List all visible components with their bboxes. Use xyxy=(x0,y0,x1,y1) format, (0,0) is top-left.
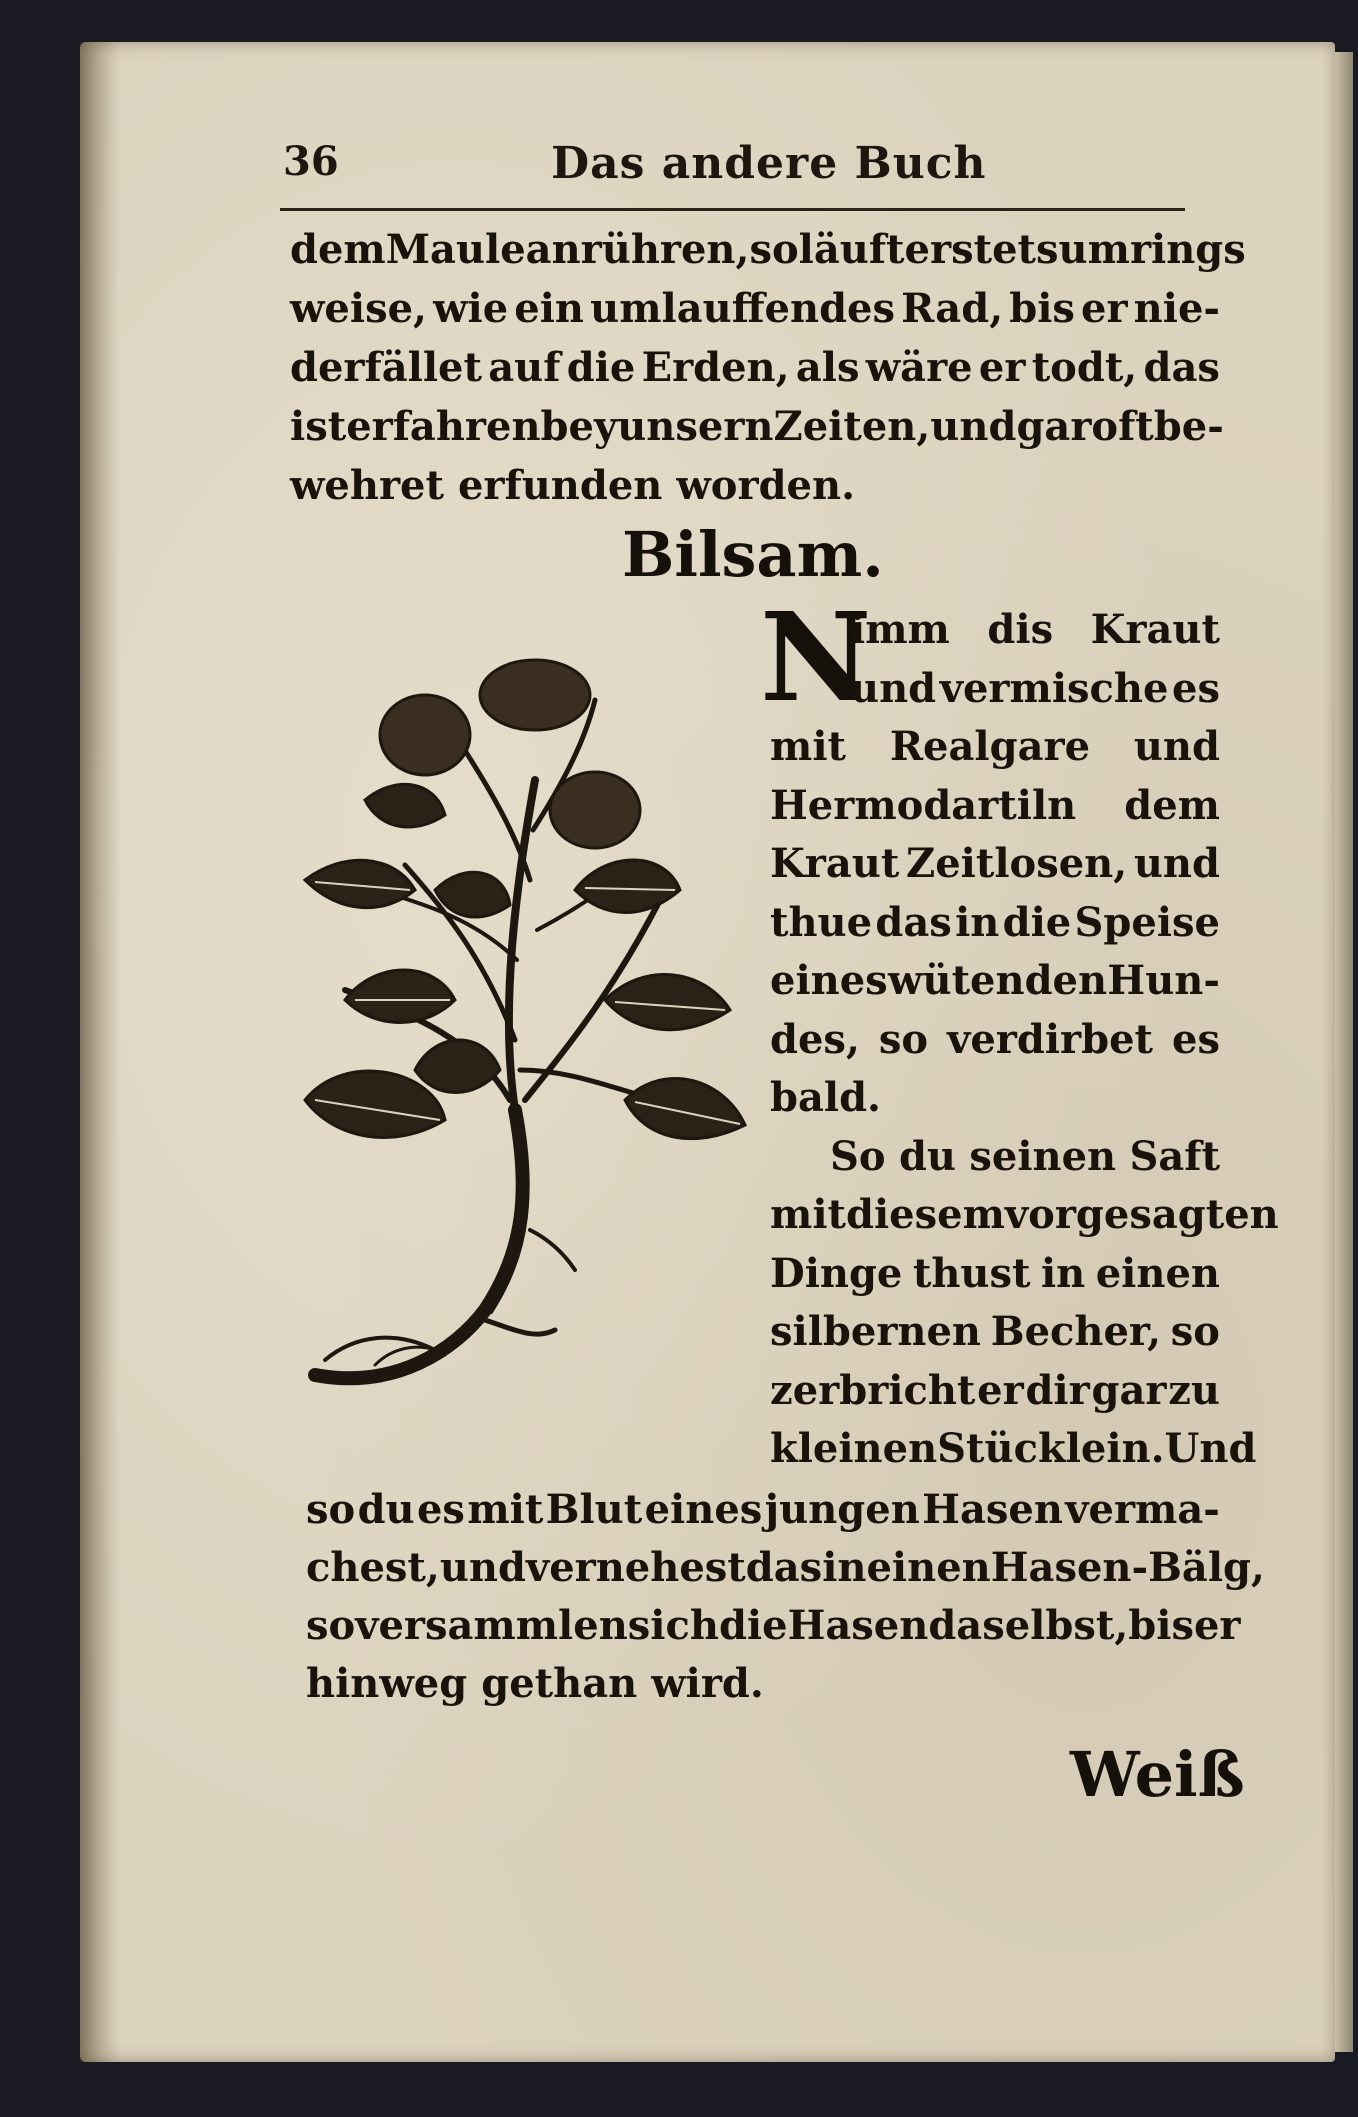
running-head: Das andere Buch xyxy=(551,138,987,189)
catchword: Weiß xyxy=(1070,1738,1245,1811)
text-line: silbernen Becher, so xyxy=(770,1308,1220,1355)
text-line: mit Realgare und xyxy=(770,723,1220,770)
text-line: zerbricht er dir gar zu xyxy=(770,1366,1220,1414)
text-line: so du es mit Blut eines jungen Hasen verma- xyxy=(306,1486,1220,1533)
page-header xyxy=(283,138,1188,208)
page-edge xyxy=(1335,52,1353,2052)
text-line: so versammlen sich die Hasen daselbst, bis er xyxy=(306,1602,1241,1649)
text-line: imm dis Kraut xyxy=(850,606,1220,653)
text-line: chest, und vernehest das in einen Hasen-Bälg, xyxy=(306,1544,1265,1591)
text-line: bald. xyxy=(770,1074,881,1121)
section-title: Bilsam. xyxy=(622,518,884,591)
text-line: Hermodartiln dem xyxy=(770,781,1220,829)
header-rule xyxy=(280,208,1185,211)
text-line: eines wütenden Hun- xyxy=(770,957,1220,1004)
text-line: hinweg gethan wird. xyxy=(306,1660,764,1707)
text-line: Kraut Zeitlosen, und xyxy=(770,840,1220,887)
text-line: Dinge thust in einen xyxy=(770,1249,1220,1297)
text-line: wehret erfunden worden. xyxy=(290,462,855,509)
text-line: dem Maule anrühren, so läuft er stets umrings xyxy=(290,226,1246,273)
text-line: und vermische es xyxy=(850,664,1220,712)
henbane-plant-woodcut-icon xyxy=(285,630,755,1430)
text-line: kleinen Stücklein. Und xyxy=(770,1425,1257,1472)
text-line: mit diesem vorgesagten xyxy=(770,1191,1279,1238)
text-line: des, so verdirbet es xyxy=(770,1015,1220,1063)
text-line: weise, wie ein umlauffendes Rad, bis er nie- xyxy=(290,285,1220,332)
drop-cap: N xyxy=(760,585,872,729)
text-line: thue das in die Speise xyxy=(770,898,1220,946)
text-line: derfället auf die Erden, als wäre er todt, das xyxy=(290,344,1220,391)
page-gutter-shadow xyxy=(80,42,120,2062)
page-number: 36 xyxy=(283,138,339,185)
text-line: ist erfahren bey unsern Zeiten, und gar oft be- xyxy=(290,403,1224,450)
text-line: So du seinen Saft xyxy=(830,1132,1220,1180)
